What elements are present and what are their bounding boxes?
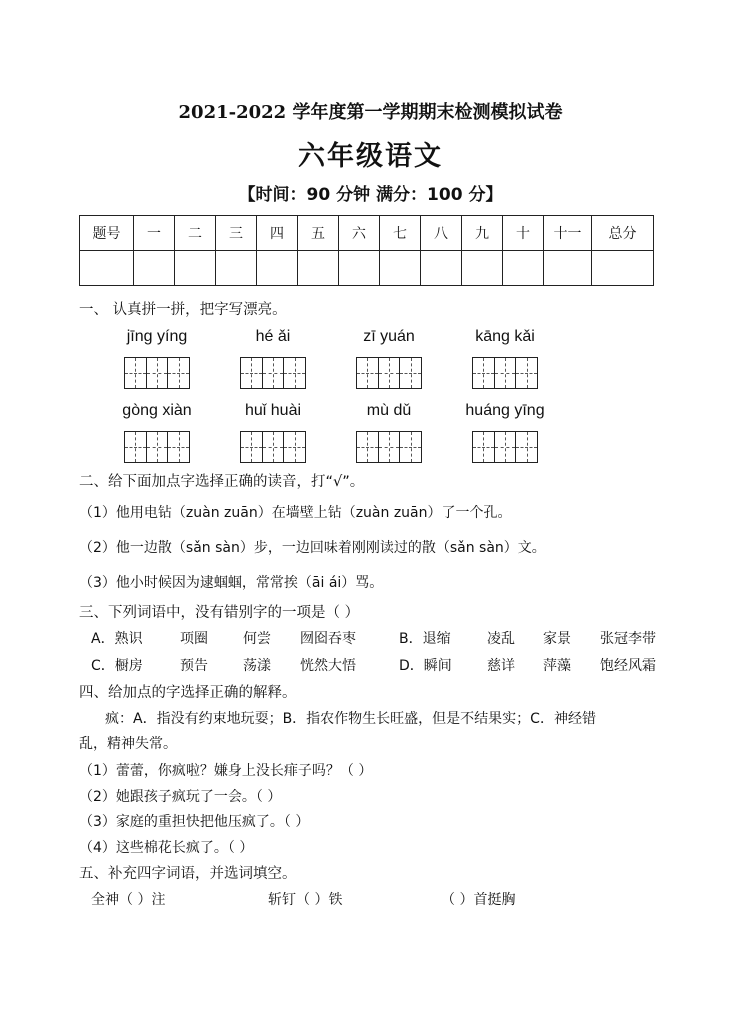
q3-option-word: 囫囵吞枣 [300,631,356,647]
q1-title: 一、 认真拼一拼，把字写漂亮。 [79,302,287,318]
score-header: 三 [216,216,257,251]
score-table [79,215,654,286]
q3-option-word: 张冠李带 [600,631,656,647]
exam-title: 2021-2022 学年度第一学期期末检测模拟试卷 [178,102,563,123]
score-header: 六 [339,216,380,251]
q2-item: （1）他用电钻（zuàn zuān）在墙壁上钻（zuàn zuān）了一个孔。 [79,505,512,521]
q3-option-word: D．瞬间 [399,658,452,674]
pinyin-label: jīng yíng [126,328,188,345]
q5-item: 全神（ ）注 [91,892,166,908]
q3-option-word: 项圈 [180,631,208,647]
q5-item: 斩钉（ ）铁 [268,892,343,908]
q3-option-word: 家景 [543,631,571,647]
q3-option-word: 饱经风霜 [600,658,656,674]
tianzige-grid[interactable] [124,431,190,463]
subject-title: 六年级语文 [298,141,443,172]
tianzige-grid[interactable] [356,357,422,389]
score-cell[interactable] [544,251,592,286]
score-header: 八 [421,216,462,251]
score-header: 十 [503,216,544,251]
q3-option-word: 荡漾 [243,658,271,674]
score-cell[interactable] [421,251,462,286]
q3-title: 三、下列词语中，没有错别字的一项是（ ） [79,605,360,621]
q4-definition-cont: 乱，精神失常。 [79,736,177,752]
score-header: 四 [257,216,298,251]
q5-title: 五、补充四字词语，并选词填空。 [79,866,297,882]
score-cell[interactable] [592,251,654,286]
q3-option-word: C．橱房 [91,658,143,674]
q4-item: （4）这些棉花长疯了。（ ） [79,840,254,856]
score-cell[interactable] [380,251,421,286]
score-cell[interactable] [257,251,298,286]
pinyin-label: kāng kǎi [475,328,535,345]
pinyin-label: hé ǎi [255,328,291,345]
q3-option-word: 慈详 [487,658,515,674]
q4-item: （2）她跟孩子疯玩了一会。（ ） [79,789,282,805]
score-table-header-row [80,216,654,251]
score-cell[interactable] [216,251,257,286]
q4-item: （1）蕾蕾，你疯啦？嫌身上没长痱子吗？（ ） [79,763,373,779]
score-header: 题号 [80,216,134,251]
tianzige-grid[interactable] [472,357,538,389]
q4-item: （3）家庭的重担快把他压疯了。（ ） [79,814,310,830]
q5-item: （ ）首挺胸 [441,892,516,908]
score-header: 总分 [592,216,654,251]
q4-definition: 疯：A．指没有约束地玩耍；B．指农作物生长旺盛，但是不结果实；C．神经错 [105,711,596,727]
q3-option-word: 何尝 [243,631,271,647]
score-cell[interactable] [175,251,216,286]
q4-title: 四、给加点的字选择正确的解释。 [79,685,297,701]
q3-option-word: 恍然大悟 [300,658,356,674]
score-header: 七 [380,216,421,251]
tianzige-grid[interactable] [240,431,306,463]
score-cell[interactable] [462,251,503,286]
pinyin-label: gòng xiàn [122,402,192,419]
pinyin-label: zī yuán [363,328,415,345]
score-header: 五 [298,216,339,251]
score-header: 十一 [544,216,592,251]
q3-option-word: B．退缩 [399,631,451,647]
tianzige-grid[interactable] [124,357,190,389]
exam-meta: 【时间：90 分钟 满分：100 分】 [238,185,503,205]
pinyin-label: huáng yīng [465,402,545,419]
score-header: 一 [134,216,175,251]
score-cell[interactable] [80,251,134,286]
tianzige-grid[interactable] [356,431,422,463]
score-cell[interactable] [134,251,175,286]
q3-option-word: A．熟识 [91,631,143,647]
tianzige-grid[interactable] [472,431,538,463]
score-header: 二 [175,216,216,251]
q2-item: （2）他一边散（sǎn sàn）步，一边回味着刚刚读过的散（sǎn sàn）文。 [79,540,546,556]
score-cell[interactable] [298,251,339,286]
score-cell[interactable] [503,251,544,286]
pinyin-label: mù dǔ [366,402,412,419]
score-header: 九 [462,216,503,251]
q2-title: 二、给下面加点字选择正确的读音，打“√”。 [79,474,365,490]
q2-item: （3）他小时候因为逮蝈蝈，常常挨（āi ái）骂。 [79,575,384,591]
pinyin-label: huǐ huài [244,402,302,419]
score-cell[interactable] [339,251,380,286]
score-table-blank-row [80,251,654,286]
q3-option-word: 凌乱 [487,631,515,647]
tianzige-grid[interactable] [240,357,306,389]
q3-option-word: 预告 [180,658,208,674]
q3-option-word: 萍藻 [543,658,571,674]
